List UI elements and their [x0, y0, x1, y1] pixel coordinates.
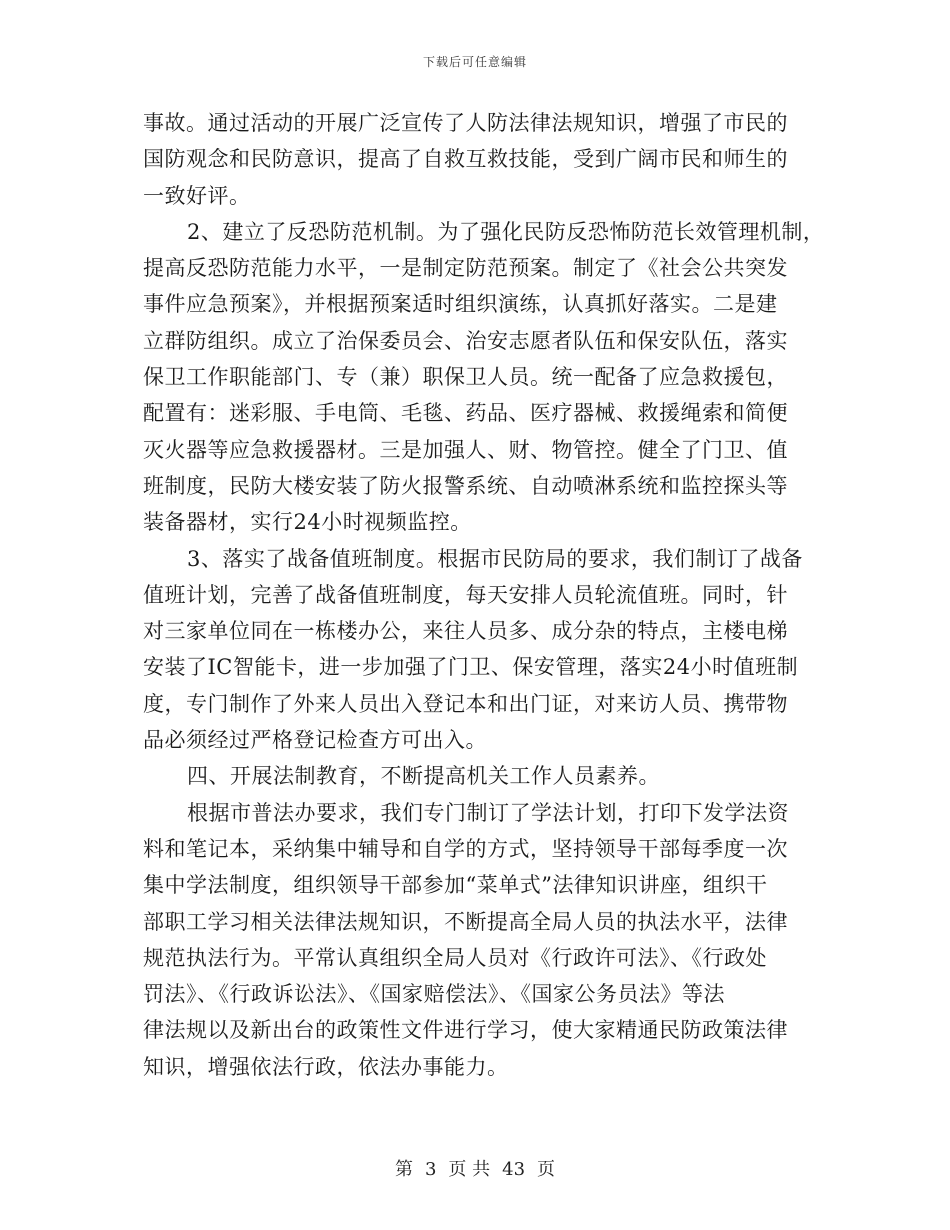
current-page-number: 3	[424, 1159, 437, 1180]
text-line: 保卫工作职能部门、专（兼）职保卫人员。统一配备了应急救援包，	[143, 365, 788, 390]
footer-suffix: 页	[537, 1159, 556, 1180]
text-line: 配置有：迷彩服、手电筒、毛毯、药品、医疗器械、救援绳索和简便	[143, 401, 788, 426]
text-line: 规范执法行为。平常认真组织全局人员对《行政许可法》、《行政处	[143, 945, 767, 970]
document-body	[143, 105, 825, 1085]
text-line: 事故。通过活动的开展广泛宣传了人防法律法规知识，增强了市民的	[143, 111, 788, 135]
text-line: 灭火器等应急救援器材。三是加强人、财、物管控。健全了门卫、值	[143, 437, 788, 462]
page-header: 下载后可任意编辑	[422, 55, 527, 69]
text-line: 值班计划，完善了战备值班制度，每天安排人员轮流值班。同时，针	[143, 582, 788, 607]
text-line: 装备器材，实行24小时视频监控。	[143, 510, 472, 535]
text-line: 班制度，民防大楼安装了防火报警系统、自动喷淋系统和监控探头等	[143, 473, 788, 498]
text-line: 一致好评。	[143, 183, 251, 208]
text-line: 四、开展法制教育，不断提高机关工作人员素养。	[187, 764, 660, 789]
text-line: 3、落实了战备值班制度。根据市民防局的要求，我们制订了战备	[187, 546, 803, 571]
total-page-count: 43	[502, 1159, 526, 1180]
text-line: 律法规以及新出台的政策性文件进行学习，使大家精通民防政策法律	[143, 1018, 788, 1043]
text-line: 国防观念和民防意识，提高了自救互救技能，受到广阔市民和师生的	[143, 147, 788, 172]
text-line: 罚法》、《行政诉讼法》、《国家赔偿法》、《国家公务员法》等法	[143, 982, 725, 1007]
text-line: 提高反恐防范能力水平，一是制定防范预案。制定了《社会公共突发	[143, 256, 788, 281]
text-line: 料和笔记本，采纳集中辅导和自学的方式，坚持领导干部每季度一次	[143, 836, 788, 861]
page-footer	[0, 1155, 950, 1181]
text-line: 度，专门制作了外来人员出入登记本和出门证，对来访人员、携带物	[143, 691, 788, 716]
text-line: 对三家单位同在一栋楼办公，来往人员多、成分杂的特点，主楼电梯	[143, 619, 788, 644]
text-line: 立群防组织。成立了治保委员会、治安志愿者队伍和保安队伍，落实	[143, 328, 788, 353]
text-line: 部职工学习相关法律法规知识，不断提高全局人员的执法水平，法律	[143, 909, 788, 934]
footer-middle: 页 共	[448, 1159, 491, 1180]
text-line: 根据市普法办要求，我们专门制订了学法计划，打印下发学法资	[187, 800, 789, 825]
text-line: 集中学法制度，组织领导干部参加“菜单式”法律知识讲座，组织干	[143, 873, 768, 898]
text-line: 品必须经过严格登记检查方可出入。	[143, 728, 487, 753]
text-line: 2、建立了反恐防范机制。为了强化民防反恐怖防范长效管理机制，	[187, 219, 825, 244]
text-line: 安装了IC智能卡，进一步加强了门卫、保安管理，落实24小时值班制	[143, 655, 799, 680]
text-line: 知识，增强依法行政，依法办事能力。	[143, 1054, 509, 1079]
footer-prefix: 第	[394, 1159, 413, 1180]
text-line: 事件应急预案》，并根据预案适时组织演练，认真抓好落实。二是建	[143, 292, 778, 317]
